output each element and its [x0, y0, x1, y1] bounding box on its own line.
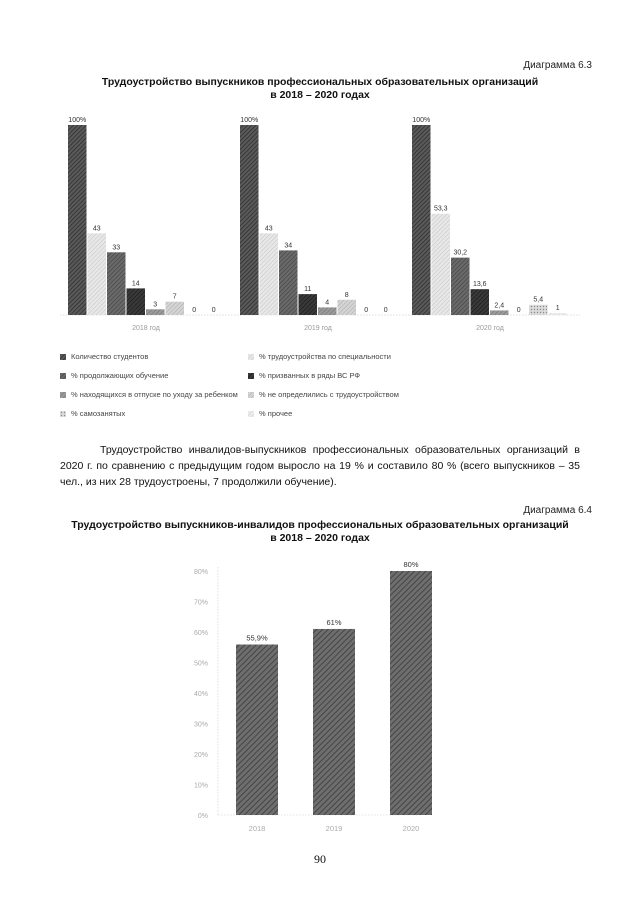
- legend-item: [248, 352, 391, 361]
- chart-6-3-data-label: 13,6: [472, 281, 487, 289]
- legend-swatch: [248, 411, 254, 417]
- legend-item: [60, 390, 238, 399]
- diagram-6-3-number: Диаграмма 6.3: [523, 60, 592, 71]
- chart-6-3-bar: [107, 252, 126, 315]
- chart-6-3-bar: [146, 309, 165, 315]
- chart-6-3: [50, 110, 590, 345]
- chart-6-3-data-label: 30,2: [453, 249, 468, 257]
- chart-6-3-data-label: 4: [325, 299, 330, 307]
- chart-6-3-data-label: 8: [344, 291, 349, 299]
- chart-6-3-data-label: 5,4: [533, 296, 544, 304]
- diagram-6-4-title: [40, 519, 600, 545]
- chart-6-3-data-label: 100%: [68, 117, 87, 124]
- chart-6-3-bar: [240, 125, 259, 315]
- chart-6-3-bar: [529, 305, 548, 315]
- chart-6-3-bar: [279, 250, 298, 315]
- chart-6-3-data-label: 1: [555, 305, 560, 313]
- chart-6-4-category-label: 2019: [325, 824, 343, 833]
- chart-6-3-bar: [471, 289, 490, 315]
- chart-6-4-y-tick: 40%: [193, 691, 208, 698]
- chart-6-3-data-label: 3: [153, 301, 158, 309]
- legend-swatch: [248, 392, 254, 398]
- legend-label: Количество студентов: [71, 352, 149, 361]
- legend-label: % прочее: [259, 409, 293, 418]
- chart-6-3-data-label: 33: [112, 244, 121, 252]
- chart-6-3-category-label: 2020 год: [476, 325, 504, 332]
- diagram-6-4-number: Диаграмма 6.4: [523, 505, 592, 516]
- chart-6-3-bar: [88, 233, 107, 315]
- chart-6-3-data-label: 0: [211, 307, 216, 314]
- legend-item: [60, 409, 125, 418]
- chart-6-4-y-tick: 0%: [197, 813, 208, 820]
- legend-item: [60, 352, 148, 361]
- chart-6-3-bar: [299, 294, 318, 315]
- chart-6-3-bar: [549, 313, 568, 315]
- chart-6-3-data-label: 0: [364, 307, 369, 314]
- chart-6-4-y-tick: 10%: [193, 782, 208, 790]
- chart-6-3-bar: [68, 125, 87, 315]
- diagram-6-3-title-line2: в 2018 – 2020 годах: [270, 89, 370, 101]
- chart-6-4-y-tick: 20%: [193, 752, 208, 759]
- chart-6-4-category-label: 2018: [248, 824, 266, 833]
- chart-6-4-data-label: 80%: [403, 560, 419, 569]
- legend-label: % трудоустройства по специальности: [259, 352, 391, 361]
- legend-item: [248, 409, 292, 418]
- chart-6-4-bar: [313, 629, 355, 815]
- chart-6-3-data-label: 2,4: [494, 302, 505, 310]
- legend-label: % призванных в ряды ВС РФ: [259, 371, 361, 380]
- legend-label: % самозанятых: [71, 409, 126, 418]
- chart-6-3-bar: [166, 302, 185, 315]
- chart-6-3-bar: [432, 214, 451, 315]
- legend-label: % не определились с трудоустройством: [259, 390, 399, 399]
- chart-6-3-bar: [338, 300, 357, 315]
- chart-6-4-y-tick: 70%: [193, 599, 208, 607]
- chart-6-3-data-label: 43: [92, 225, 101, 233]
- chart-6-4-bar: [390, 571, 432, 815]
- chart-6-4-data-label: 61%: [326, 617, 342, 627]
- chart-6-3-data-label: 0: [192, 307, 197, 314]
- chart-6-4-y-tick: 80%: [193, 569, 208, 576]
- diagram-6-3-title-line1: Трудоустройство выпускников профессиональных образовательных организаций: [101, 76, 539, 88]
- chart-6-4: [170, 555, 450, 840]
- legend-swatch: [60, 392, 66, 398]
- chart-6-3-data-label: 11: [304, 286, 312, 294]
- legend-swatch: [60, 373, 66, 379]
- chart-6-3-data-label: 100%: [240, 117, 259, 124]
- chart-6-3-data-label: 53,3: [433, 205, 448, 213]
- legend-swatch: [248, 373, 254, 379]
- diagram-6-4-title-line2: в 2018 – 2020 годах: [270, 532, 370, 544]
- chart-6-3-bar: [451, 258, 470, 315]
- legend-swatch: [60, 354, 66, 360]
- legend-item: [60, 371, 168, 380]
- chart-6-3-data-label: 34: [284, 242, 293, 250]
- chart-6-4-bar: [236, 645, 278, 815]
- chart-6-3-category-label: 2018 год: [132, 325, 160, 332]
- chart-6-3-data-label: 14: [131, 280, 140, 288]
- chart-6-3-category-label: 2019 год: [304, 325, 332, 332]
- chart-6-3-data-label: 100%: [412, 117, 431, 124]
- chart-6-3-bar: [127, 288, 146, 315]
- chart-6-3-bar: [412, 125, 431, 315]
- body-paragraph-text: Трудоустройство инвалидов-выпускников профессиональных образовательных организаций в 2020 г. по сравнению с предыдущим годом выросло на 19 % и составило 80 % (всего выпускников – 35 чел., из них 28 трудоустроены, 7 продолжили обучение).: [60, 444, 580, 488]
- chart-6-3-data-label: 0: [383, 307, 388, 314]
- chart-6-4-category-label: 2020: [402, 824, 420, 833]
- chart-6-3-bar: [490, 310, 509, 315]
- body-paragraph: [60, 442, 580, 490]
- chart-6-3-data-label: 7: [172, 293, 177, 301]
- chart-6-3-bar: [260, 233, 279, 315]
- chart-6-4-y-tick: 50%: [193, 660, 208, 668]
- chart-6-4-y-tick: 60%: [193, 630, 208, 637]
- legend-swatch: [248, 354, 254, 360]
- diagram-6-3-title: [40, 76, 600, 102]
- chart-6-3-data-label: 0: [516, 307, 521, 314]
- legend-swatch: [60, 411, 66, 417]
- page-number: 90: [314, 852, 326, 866]
- legend-item: [248, 371, 360, 380]
- chart-6-3-bar: [318, 307, 337, 315]
- diagram-6-4-title-line1: Трудоустройство выпускников-инвалидов профессиональных образовательных организаций: [71, 519, 569, 531]
- legend-label: % находящихся в отпуске по уходу за ребенком: [71, 390, 238, 399]
- legend-item: [248, 390, 399, 399]
- chart-6-4-data-label: 55,9%: [246, 633, 268, 643]
- chart-6-3-data-label: 43: [264, 225, 273, 233]
- legend-label: % продолжающих обучение: [71, 371, 169, 380]
- chart-6-4-y-tick: 30%: [193, 721, 208, 729]
